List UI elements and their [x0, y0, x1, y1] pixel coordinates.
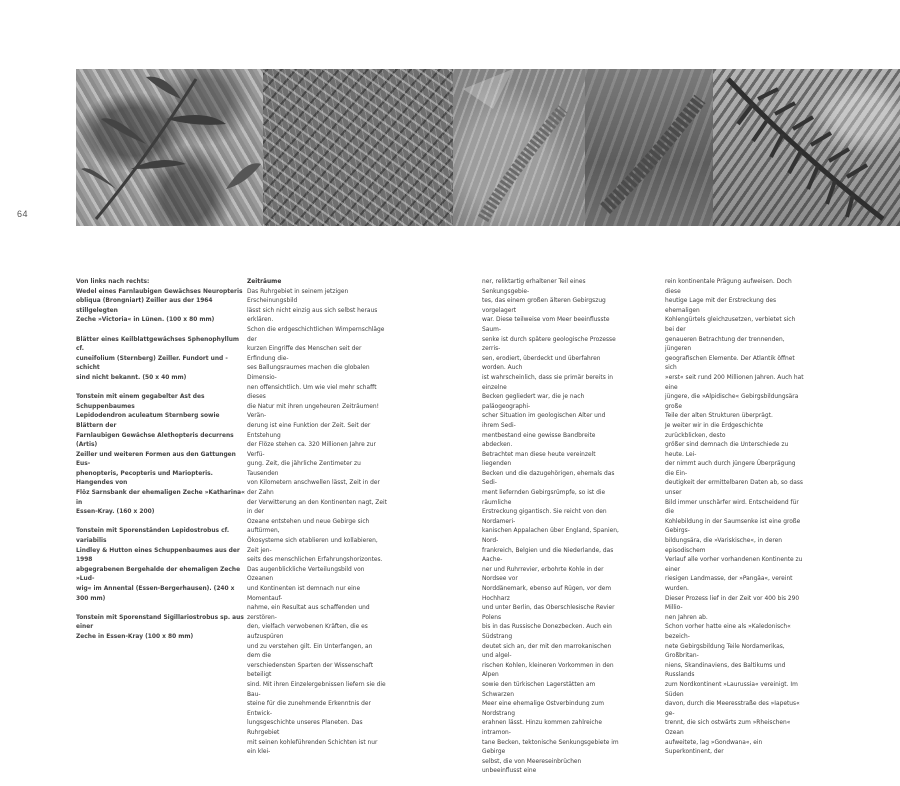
- fern-frond-fossil-image: [713, 69, 900, 226]
- fossil-slab-dark-image: [585, 69, 713, 226]
- fossil-cone-icon: [453, 69, 585, 226]
- body-column-2: [482, 278, 622, 786]
- caption: Von links nach rechts: Wedel eines Farnlaubigen Gewächses Neuropteris obliqua (Brongniart) Zeiller aus der 1964 stillgelegten Zeche »Victoria« in Lünen. (100 x 80 mm): [76, 279, 243, 324]
- fossil-cone-icon: [585, 69, 713, 226]
- body-column-3: [665, 278, 805, 767]
- body-text: ner, reliktartig erhaltener Teil eines Senkungsgebie- tes, das einem großen älteren Gebirgszug vorgelagert war. Diese teilweise vom Meer beeinflusste Saum- senke ist durch spätere geologische Prozesse zerris- sen, erodiert, überdeckt und überfahren worden. Auch ist wahrscheinlich, dass sie primär bereits in einzelne Becken gegliedert war, die je nach paläogeographi- scher Situation im geologischen Alter und ihrem Sedi- mentbestand eine gewisse Bandbreite abdecken. Betrachtet man diese heute vereinzelt liegenden Becken und die dazugehörigen, ehemals das Sedi- ment liefernden Gebirgsrümpfe, so ist die räumliche Erstreckung gigantisch. Sie reicht von den Nordameri- kanischen Appalachen über England, Spanien, Nord- frankreich, Belgien und die Niederlande, das Aache- ner und Ruhrrevier, erbohrte Kohle in der Nordsee vor Norddänemark, ebenso auf Rügen, vor dem Hochharz und unter Berlin, das Oberschlesische Revier Polens bis in das Russische Donezbecken. Auch ein Südstrang deutet sich an, der mit den marrokanischen und algel- rischen Kohlen, kleineren Vorkommen in den Alpen sowie den türkischen Lagerstätten am Schwarzen Meer eine ehemalige Ostverbindung zum Nordstrang erahnen lässt. Hinzu kommen zahlreiche intramon- tane Becken, tektonische Senkungsgebiete im Gebirge selbst, die von Meereseinbrüchen unbeeinflusst eine: [482, 279, 619, 775]
- rock-texture-image: [263, 69, 453, 226]
- figure-captions: [76, 278, 246, 652]
- body-text: rein kontinentale Prägung aufweisen. Doch diese heutige Lage mit der Erstreckung des ehemaligen Kohlengürtels gleichzusetzen, verbietet sich bei der genaueren Betrachtung der trennenden, jüngeren geografischen Elemente. Der Atlantik öffnet sich »erst« seit rund 200 Millionen Jahren. Auch hat eine jüngere, die »Alpidische« Gebirgsbildungsära große Teile der alten Strukturen überprägt. Je weiter wir in die Erdgeschichte zurückblicken, desto größer sind demnach die Unterschiede zu heute. Lei- der nimmt auch durch jüngere Überprägung die Ein- deutigkeit der ermittelbaren Daten ab, so dass unser Bild immer unschärfer wird. Entscheidend für die Kohlebildung in der Saumsenke ist eine große Gebirgs- bildungsära, die »Variskische«, in deren episodischem Verlauf alle vorher vorhandenen Kontinente zu einer riesigen Landmasse, der »Pangäa«, vereint wurden. Dieser Prozess lief in der Zeit vor 400 bis 290 Millio- nen Jahren ab. Schon vorher hatte eine als »Kaledonisch« bezeich- nete Gebirgsbildung Teile Nordamerikas, Großbritan- niens, Skandinaviens, des Baltikums und Russlands zum Nordkontinent »Laurussia« vereinigt. Im Süden davon, durch die Meeresstraße des »Iapetus« ge- trennt, die sich ostwärts zum »Rheischen« Ozean aufweitete, lag »Gondwana«, ein Superkontinent, der: [665, 279, 804, 756]
- body-column-1: [247, 278, 387, 767]
- fern-fossil-image: [76, 69, 263, 226]
- caption: Tonstein mit einem gegabelter Ast des Schuppenbaumes Lepidodendron aculeatum Sternberg sowie Blättern der Farnlaubigen Gewächse Alethopteris decurrens (Artis) Zeiller und weiteren Formen aus den Gattungen Eus- phenopteris, Pecopteris und Mariopteris. Hangendes von Flöz Sarnsbank der ehemaligen Zeche »Katharina« in Essen-Kray. (160 x 200): [76, 394, 245, 516]
- fossil-slab-image: [453, 69, 585, 226]
- caption: Tonstein mit Sporenständen Lepidostrobus cf. variabilis Lindley & Hutton eines Schuppenbaumes aus der 1998 abgegrabenen Bergehalde der ehemaligen Zeche »Lud- wig« im Annental (Essen-Bergerhausen). (240 x 300 mm): [76, 528, 241, 602]
- fossil-image-strip: [76, 69, 900, 226]
- page-number: 64: [17, 209, 29, 219]
- fern-leaf-icon: [76, 69, 263, 226]
- caption: Tonstein mit Sporenstand Sigillariostrobus sp. aus einer Zeche in Essen-Kray (100 x 80 mm): [76, 614, 244, 640]
- body-text: Das Ruhrgebiet in seinem jetzigen Erscheinungsbild lässt sich nicht einzig aus sich selbst heraus erklären. Schon die erdgeschichtlichen Wimpernschläge der kurzen Eingriffe des Menschen seit der Erfindung die- ses Ballungsraumes machen die globalen Dimensio- nen offensichtlich. Um wie viel mehr schafft dieses die Natur mit ihren ungeheuren Zeiträumen! Verän- derung ist eine Funktion der Zeit. Seit der Entstehung der Flöze stehen ca. 320 Millionen Jahre zur Verfü- gung. Zeit, die jährliche Zentimeter zu Tausenden von Kilometern anschwellen lässt, Zeit in der der Zahn der Verwitterung an den Kontinenten nagt, Zeit in der Ozeane entstehen und neue Gebirge sich auftürmen, Ökosysteme sich etablieren und kollabieren, Zeit jen- seits des menschlichen Erfahrungshorizontes. Das augenblickliche Verteilungsbild von Ozeanen und Kontinenten ist demnach nur eine Momentauf- nahme, ein Resultat aus schaffenden und zerstören- den, vielfach verwobenen Kräften, die es aufzuspüren und zu verstehen gilt. Ein Unterfangen, an dem die verschiedensten Sparten der Wissenschaft beteiligt sind. Mit ihren Einzelergebnissen liefern sie die Bau- steine für die zunehmende Erkenntnis der Entwick- lungsgeschichte unseres Planeten. Das Ruhrgebiet mit seinen kohleführenden Schichten ist nur ein klei-: [247, 288, 387, 756]
- section-heading: Zeiträume: [247, 279, 282, 285]
- fern-frond-icon: [713, 69, 900, 226]
- caption: Blätter eines Keilblattgewächses Sphenophyllum cf. cuneifolium (Sternberg) Zeiller. Fundort und -schicht sind nicht bekannt. (50 x 40 mm): [76, 336, 240, 381]
